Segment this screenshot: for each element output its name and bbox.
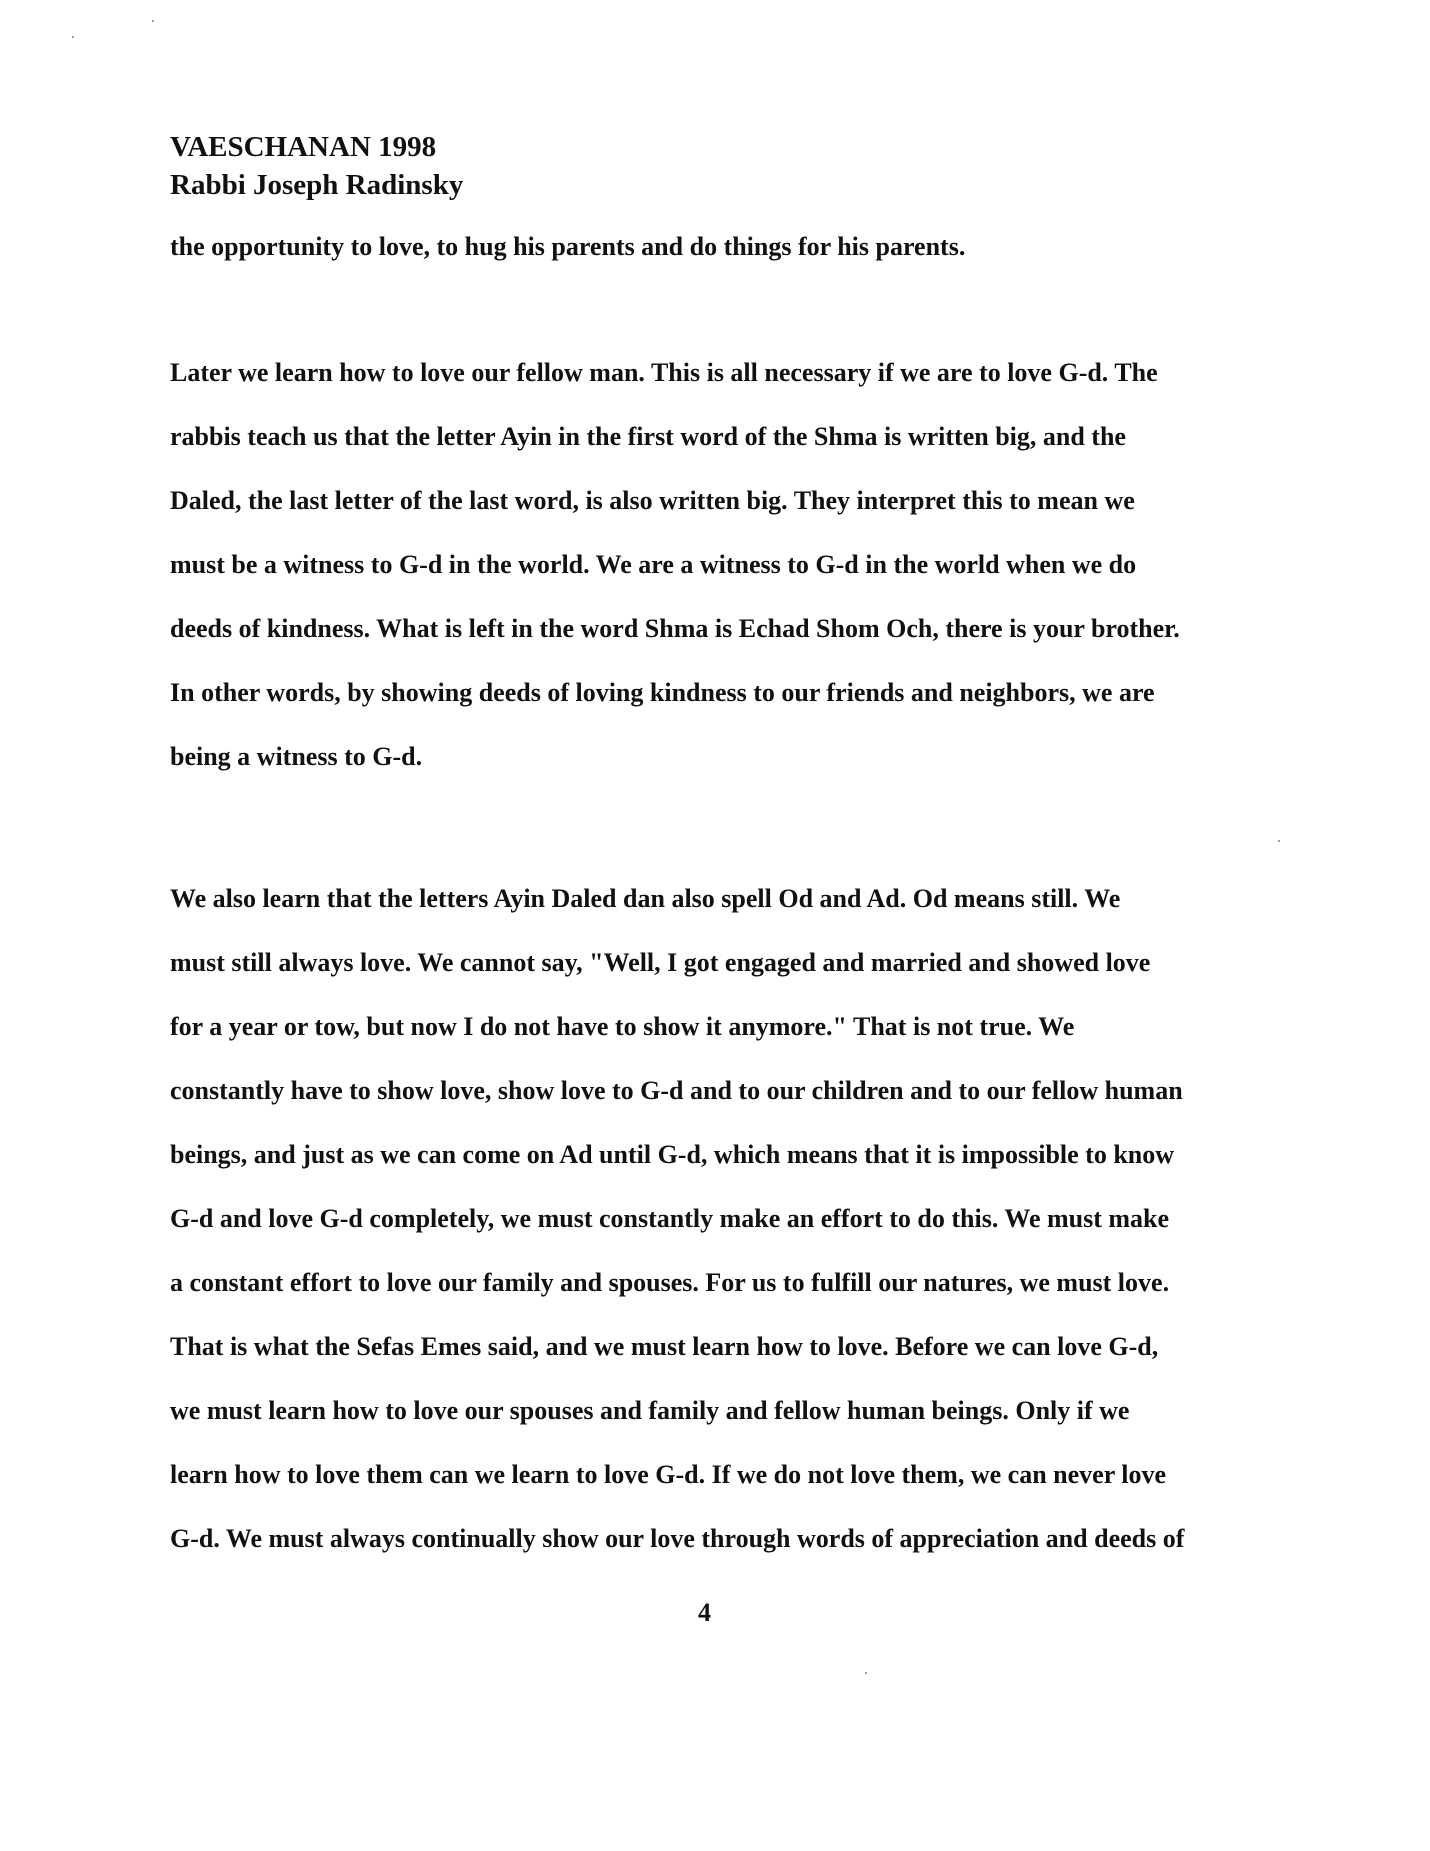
text-line: must be a witness to G-d in the world. We are a witness to G-d in the world when we do (170, 550, 1137, 579)
text-line: That is what the Sefas Emes said, and we must learn how to love. Before we can love G-d, (170, 1332, 1159, 1361)
scan-speck (1278, 840, 1280, 842)
text-line: G-d. We must always continually show our love through words of appreciation and deeds of (170, 1524, 1185, 1553)
text-line: a constant effort to love our family and spouses. For us to fulfill our natures, we must love. (170, 1268, 1170, 1297)
text-line: must still always love. We cannot say, "Well, I got engaged and married and showed love (170, 948, 1151, 977)
text-line: the opportunity to love, to hug his parents and do things for his parents. (170, 232, 966, 261)
scan-speck (152, 20, 154, 22)
text-line: constantly have to show love, show love to G-d and to our children and to our fellow human (170, 1076, 1183, 1105)
document-author: Rabbi Joseph Radinsky (170, 169, 464, 201)
text-line: Later we learn how to love our fellow man. This is all necessary if we are to love G-d. The (170, 358, 1158, 387)
document-title: VAESCHANAN 1998 (170, 131, 437, 163)
text-line: beings, and just as we can come on Ad until G-d, which means that it is impossible to know (170, 1140, 1175, 1169)
text-line: being a witness to G-d. (170, 742, 423, 771)
page-number: 4 (698, 1598, 711, 1627)
text-line: rabbis teach us that the letter Ayin in the first word of the Shma is written big, and the (170, 422, 1126, 451)
text-line: we must learn how to love our spouses and family and fellow human beings. Only if we (170, 1396, 1130, 1425)
document-header (170, 128, 463, 204)
scan-speck (865, 1672, 867, 1674)
text-line: learn how to love them can we learn to love G-d. If we do not love them, we can never love (170, 1460, 1167, 1489)
text-line: deeds of kindness. What is left in the word Shma is Echad Shom Och, there is your brother. (170, 614, 1180, 643)
text-line: for a year or tow, but now I do not have to show it anymore." That is not true. We (170, 1012, 1075, 1041)
scan-speck (72, 36, 74, 38)
text-line: We also learn that the letters Ayin Daled dan also spell Od and Ad. Od means still. We (170, 884, 1121, 913)
text-line: In other words, by showing deeds of loving kindness to our friends and neighbors, we are (170, 678, 1155, 707)
text-line: G-d and love G-d completely, we must constantly make an effort to do this. We must make (170, 1204, 1170, 1233)
text-line: Daled, the last letter of the last word, is also written big. They interpret this to mean we (170, 486, 1135, 515)
